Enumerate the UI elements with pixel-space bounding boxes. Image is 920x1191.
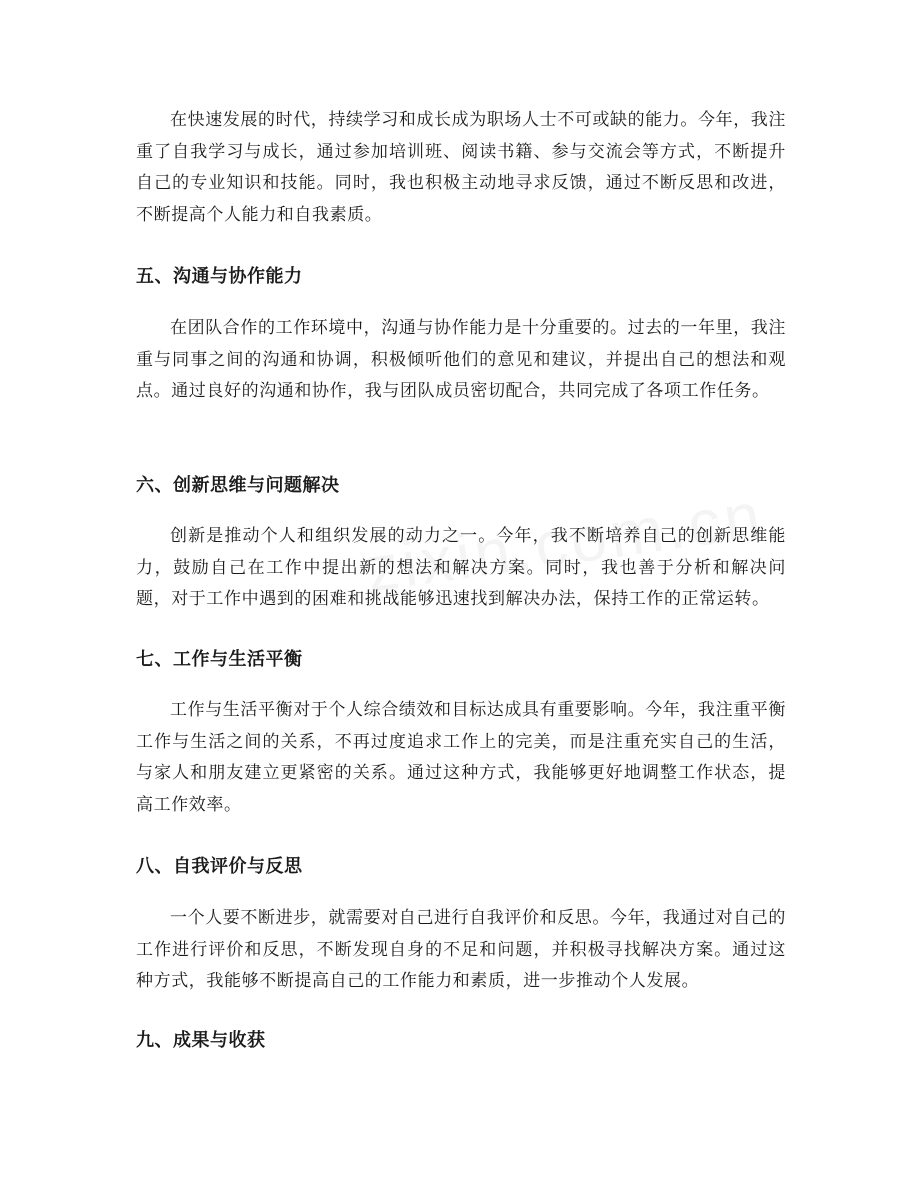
paragraph-communication: 在团队合作的工作环境中，沟通与协作能力是十分重要的。过去的一年里，我注重与同事之间的沟通和协调，积极倾听他们的意见和建议，并提出自己的想法和观点。通过良好的沟通和协作，我与团队成员密切配合，共同完成了各项工作任务。: [136, 318, 786, 401]
paragraph-self-evaluation: 一个人要不断进步，就需要对自己进行自我评价和反思。今年，我通过对自己的工作进行评价和反思，不断发现自身的不足和问题，并积极寻找解决方案。通过这种方式，我能够不断提高自己的工作能力和素质，进一步推动个人发展。: [136, 908, 786, 991]
section-heading-communication: 五、沟通与协作能力: [136, 266, 303, 287]
paragraph-work-life-balance: 工作与生活平衡对于个人综合绩效和目标达成具有重要影响。今年，我注重平衡工作与生活之间的关系，不再过度追求工作上的完美，而是注重充实自己的生活，与家人和朋友建立更紧密的关系。通过这种方式，我能够更好地调整工作状态，提高工作效率。: [136, 700, 786, 815]
paragraph-innovation: 创新是推动个人和组织发展的动力之一。今年，我不断培养自己的创新思维能力，鼓励自己在工作中提出新的想法和解决方案。同时，我也善于分析和解决问题，对于工作中遇到的困难和挑战能够迅速找到解决办法，保持工作的正常运转。: [136, 526, 786, 609]
section-heading-innovation: 六、创新思维与问题解决: [136, 475, 340, 496]
section-heading-achievements: 九、成果与收获: [136, 1030, 266, 1051]
section-heading-self-evaluation: 八、自我评价与反思: [136, 856, 303, 877]
paragraph-learning-growth: 在快速发展的时代，持续学习和成长成为职场人士不可或缺的能力。今年，我注重了自我学习与成长，通过参加培训班、阅读书籍、参与交流会等方式，不断提升自己的专业知识和技能。同时，我也积极主动地寻求反馈，通过不断反思和改进，不断提高个人能力和自我素质。: [136, 110, 786, 225]
section-heading-work-life-balance: 七、工作与生活平衡: [136, 649, 303, 670]
